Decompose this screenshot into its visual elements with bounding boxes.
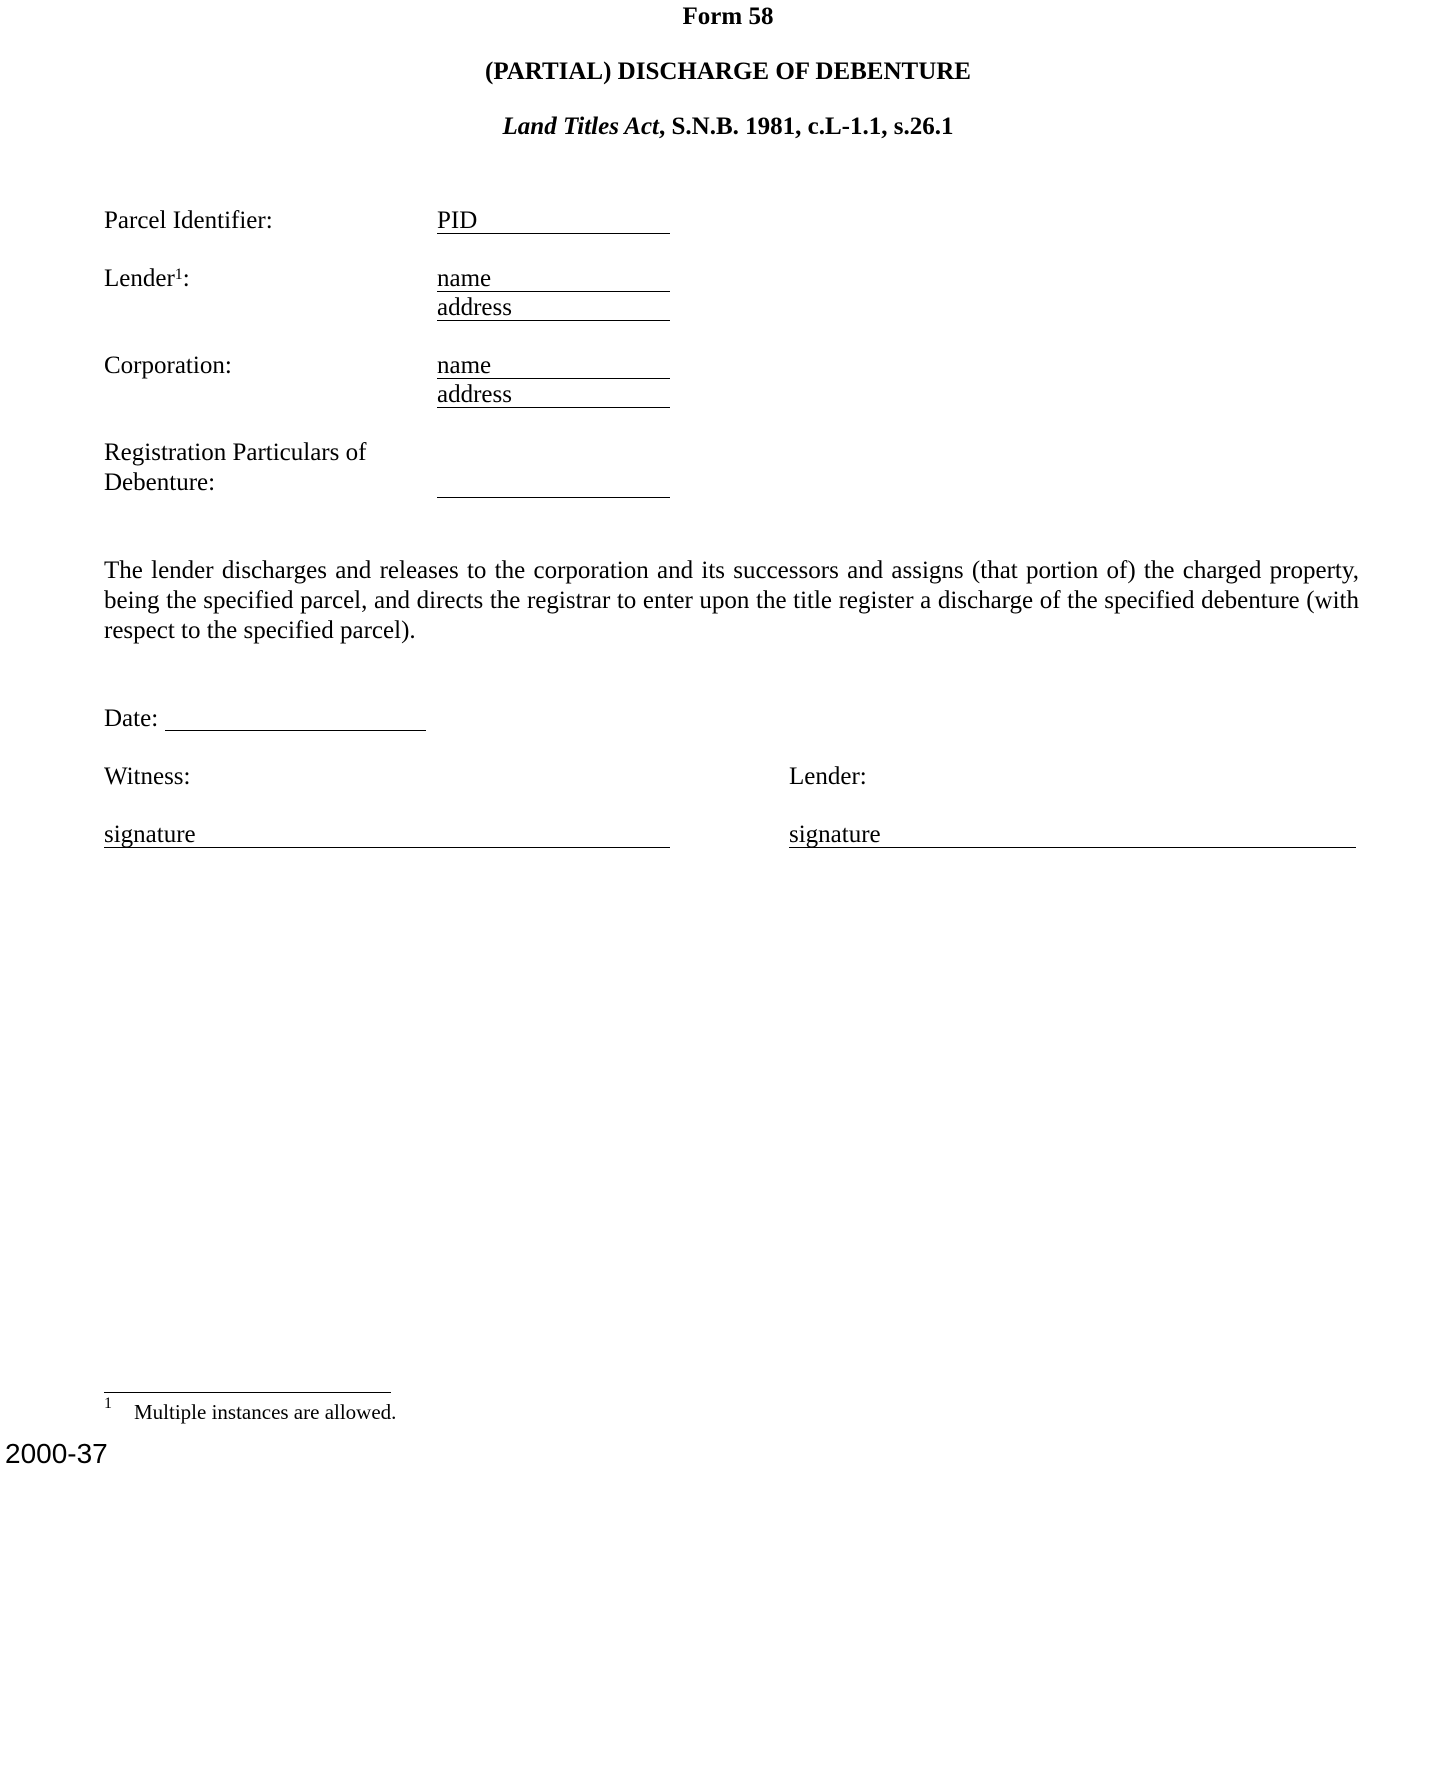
form-number: Form 58 — [682, 3, 774, 30]
parcel-identifier-field[interactable]: PID — [437, 206, 670, 234]
act-name: Land Titles Act — [502, 113, 659, 140]
act-reference — [0, 112, 1456, 142]
footnote-text: Multiple instances are allowed. — [134, 1400, 397, 1424]
parcel-identifier-label: Parcel Identifier: — [104, 207, 273, 234]
lender-signature-label: Lender: — [789, 763, 867, 790]
date-label: Date: — [104, 705, 159, 732]
witness-signature-field[interactable]: signature — [104, 820, 670, 848]
witness-label: Witness: — [104, 763, 191, 790]
footnote-number: 1 — [104, 1395, 112, 1412]
lender-name-field[interactable]: name — [437, 264, 670, 292]
act-citation: , S.N.B. 1981, c.L-1.1, s.26.1 — [659, 113, 954, 140]
discharge-paragraph: The lender discharges and releases to the corporation and its successors and assigns (that portion of) the charged property, being the specified parcel, and directs the registrar to enter upon the title register a discharge of the specified debenture (with respect to the specified parcel). — [104, 557, 1359, 644]
footnote-reference: 1 — [174, 266, 183, 283]
lender-label-colon: : — [182, 265, 190, 292]
registration-particulars-field[interactable] — [437, 470, 670, 498]
registration-particulars-label-line2: Debenture: — [104, 469, 216, 496]
date-field[interactable] — [165, 704, 426, 731]
form-code: 2000-37 — [5, 1438, 108, 1469]
form-title: (PARTIAL) DISCHARGE OF DEBENTURE — [485, 58, 971, 85]
lender-label-text: Lender — [104, 265, 175, 292]
corporation-label: Corporation: — [104, 352, 232, 379]
corporation-name-field[interactable]: name — [437, 351, 670, 379]
lender-signature-field[interactable]: signature — [789, 820, 1356, 848]
registration-particulars-label-line1: Registration Particulars of — [104, 439, 367, 466]
lender-label — [104, 264, 190, 294]
footnote-divider — [104, 1392, 391, 1393]
corporation-address-field[interactable]: address — [437, 380, 670, 408]
lender-address-field[interactable]: address — [437, 293, 670, 321]
